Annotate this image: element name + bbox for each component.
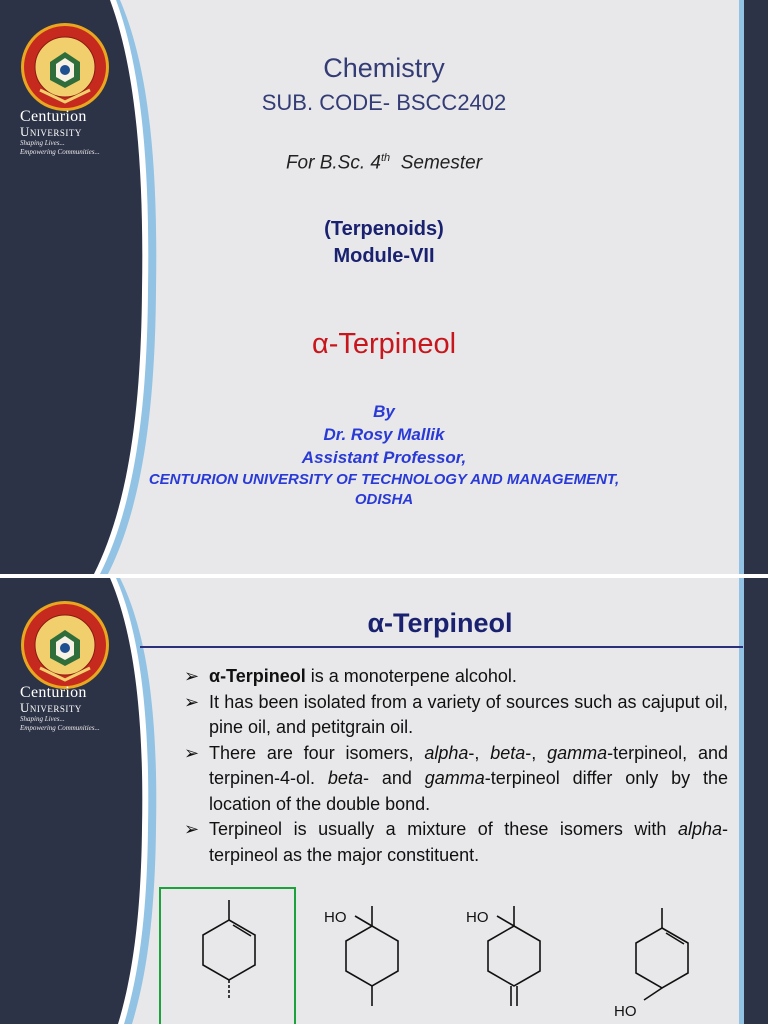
arrow-bullet-icon: ➢: [184, 819, 200, 839]
university-name-line1: Centurion: [20, 684, 87, 701]
subject-code: SUB. CODE- BSCC2402: [261, 90, 507, 115]
bullet1-text: is a monoterpene alcohol.: [305, 666, 517, 686]
highlight-box: [160, 888, 295, 1024]
bullet3-italic: beta: [490, 742, 526, 763]
semester-prefix: For B.Sc. 4: [285, 152, 381, 174]
label-ho: HO: [614, 1003, 637, 1020]
module-name: Module-VII: [333, 245, 435, 267]
bullet3-italic: alpha: [424, 742, 469, 763]
university-seal: [20, 600, 110, 690]
tagline-line1: Shaping Lives...: [20, 139, 65, 147]
heading-rule: [140, 646, 743, 648]
bullet3-italic: beta: [327, 768, 363, 788]
label-ho: HO: [324, 909, 347, 926]
bullet1-bold: α-Terpineol: [209, 666, 306, 686]
author-block: [0, 400, 768, 469]
bullet3-italic: gamma: [547, 742, 608, 763]
tagline-line1: Shaping Lives...: [20, 715, 65, 723]
bullet4-part: Terpineol is usually a mixture of these isomers with: [209, 819, 678, 839]
bullet4-italic: alpha: [677, 819, 722, 839]
slide-heading: α-Terpineol: [367, 608, 513, 638]
bullet3-part: -terpineol, and terpinen-4-ol.: [209, 742, 729, 788]
bullet3-part: There are four isomers,: [209, 742, 425, 763]
bullet-list: [184, 664, 728, 868]
course-title: Chemistry: [323, 53, 445, 83]
institution-block: [0, 470, 768, 510]
lecture-subject: α-Terpineol: [311, 328, 457, 360]
bullet-item: [184, 690, 728, 741]
bullet3-part: -terpineol differ only by the location of the double bond.: [209, 768, 729, 814]
topic-name: (Terpenoids): [324, 218, 444, 240]
isomer-structures: [150, 878, 750, 1024]
arrow-bullet-icon: ➢: [184, 666, 200, 686]
bullet-item: [184, 664, 728, 690]
content-slide: [0, 578, 768, 1024]
beta-terpineol-structure: [346, 906, 398, 1006]
semester-line: [0, 152, 768, 174]
label-ho: HO: [466, 909, 489, 926]
bullet3-part: - and: [362, 768, 425, 788]
author-name: Dr. Rosy Mallik: [323, 425, 445, 444]
university-wordmark: [20, 684, 132, 733]
bullet-item: [184, 817, 728, 868]
by-label: By: [373, 402, 395, 421]
gamma-terpineol-structure: [488, 906, 540, 1006]
arrow-bullet-icon: ➢: [184, 742, 200, 763]
institution-line1: CENTURION UNIVERSITY OF TECHNOLOGY AND MANAGEMENT,: [148, 471, 620, 488]
author-designation: Assistant Professor,: [301, 448, 467, 467]
bullet2-text: It has been isolated from a variety of sources such as cajuput oil, pine oil, and petitgrain oil.: [209, 691, 728, 737]
semester-suffix: Semester: [400, 152, 483, 174]
topic-block: [0, 216, 768, 270]
terpinen-4-ol-structure: [636, 908, 688, 1000]
bullet3-part: -,: [468, 742, 491, 763]
bullet-item: [184, 741, 728, 818]
bullet4-part: -terpineol as the major constituent.: [209, 819, 728, 865]
bullet3-part: -,: [525, 742, 548, 763]
alpha-terpineol-structure: [203, 900, 255, 1000]
university-name-line1: Centurion: [20, 108, 87, 125]
tagline-line2: Empowering Communities...: [20, 148, 100, 156]
semester-sup: th: [380, 152, 391, 164]
institution-line2: ODISHA: [354, 491, 414, 508]
tagline-line2: Empowering Communities...: [20, 724, 100, 732]
bullet3-italic: gamma: [424, 768, 485, 788]
arrow-bullet-icon: ➢: [184, 691, 200, 712]
university-name-line2: University: [20, 124, 82, 139]
university-name-line2: University: [20, 700, 82, 715]
